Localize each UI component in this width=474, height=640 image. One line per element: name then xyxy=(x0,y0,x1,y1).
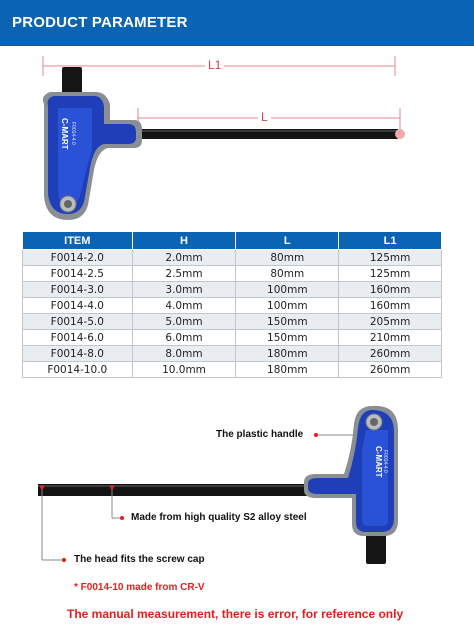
cell-l: 150mm xyxy=(236,330,339,346)
cell-h: 10.0mm xyxy=(132,362,236,378)
l1-label: L1 xyxy=(205,58,224,72)
column-header-item: ITEM xyxy=(23,232,133,250)
cell-h: 3.0mm xyxy=(132,282,236,298)
table-row xyxy=(23,266,442,282)
cell-item: F0014-2.5 xyxy=(23,266,133,282)
cell-item: F0014-2.0 xyxy=(23,250,133,266)
material-note: * F0014-10 made from CR-V xyxy=(74,582,205,593)
cell-h: 2.5mm xyxy=(132,266,236,282)
cell-l: 150mm xyxy=(236,314,339,330)
callout-handle-text: The plastic handle xyxy=(216,429,304,440)
l-label: L xyxy=(258,110,271,124)
header-title: PRODUCT PARAMETER xyxy=(12,14,188,31)
callout-dot-steel xyxy=(110,485,114,489)
handle-model-text: F0014-4.0 xyxy=(70,122,76,145)
cell-item: F0014-3.0 xyxy=(23,282,133,298)
cell-item: F0014-5.0 xyxy=(23,314,133,330)
cell-l: 100mm xyxy=(236,298,339,314)
spec-table xyxy=(22,231,442,378)
column-header-l: L xyxy=(236,232,339,250)
cell-item: F0014-6.0 xyxy=(23,330,133,346)
cell-item: F0014-10.0 xyxy=(23,362,133,378)
column-header-h: H xyxy=(132,232,236,250)
callout-dot-handle xyxy=(314,433,318,437)
cell-l1: 160mm xyxy=(339,282,442,298)
wrench-diagram-bottom xyxy=(0,390,474,590)
table-row xyxy=(23,362,442,378)
cell-h: 5.0mm xyxy=(132,314,236,330)
callout-dot-head xyxy=(40,485,44,489)
cell-l1: 125mm xyxy=(339,266,442,282)
cell-l1: 205mm xyxy=(339,314,442,330)
column-header-l1: L1 xyxy=(339,232,442,250)
cell-h: 2.0mm xyxy=(132,250,236,266)
callout-steel-text: Made from high quality S2 alloy steel xyxy=(131,512,307,523)
table-row xyxy=(23,346,442,362)
cell-l: 100mm xyxy=(236,282,339,298)
cell-l: 80mm xyxy=(236,250,339,266)
table-row xyxy=(23,282,442,298)
table-row xyxy=(23,250,442,266)
cell-l: 80mm xyxy=(236,266,339,282)
callout-head-text: The head fits the screw cap xyxy=(74,554,205,565)
cell-item: F0014-4.0 xyxy=(23,298,133,314)
handle-brand-text-bottom: C-MART xyxy=(374,446,383,478)
cell-item: F0014-8.0 xyxy=(23,346,133,362)
table-row xyxy=(23,314,442,330)
cell-l: 180mm xyxy=(236,346,339,362)
cell-l1: 125mm xyxy=(339,250,442,266)
cell-l: 180mm xyxy=(236,362,339,378)
cell-h: 8.0mm xyxy=(132,346,236,362)
cell-l1: 160mm xyxy=(339,298,442,314)
handle-model-text-bottom: F0014-4.0 xyxy=(382,450,388,473)
cell-l1: 260mm xyxy=(339,362,442,378)
table-row xyxy=(23,298,442,314)
wrench-diagram-top xyxy=(0,0,474,230)
cell-h: 6.0mm xyxy=(132,330,236,346)
table-header-row xyxy=(23,232,442,250)
disclaimer-text: The manual measurement, there is error, for reference only xyxy=(67,607,404,621)
handle-brand-text: C-MART xyxy=(60,118,69,150)
table-row xyxy=(23,330,442,346)
cell-l1: 210mm xyxy=(339,330,442,346)
cell-l1: 260mm xyxy=(339,346,442,362)
ball-end xyxy=(395,129,405,139)
cell-h: 4.0mm xyxy=(132,298,236,314)
